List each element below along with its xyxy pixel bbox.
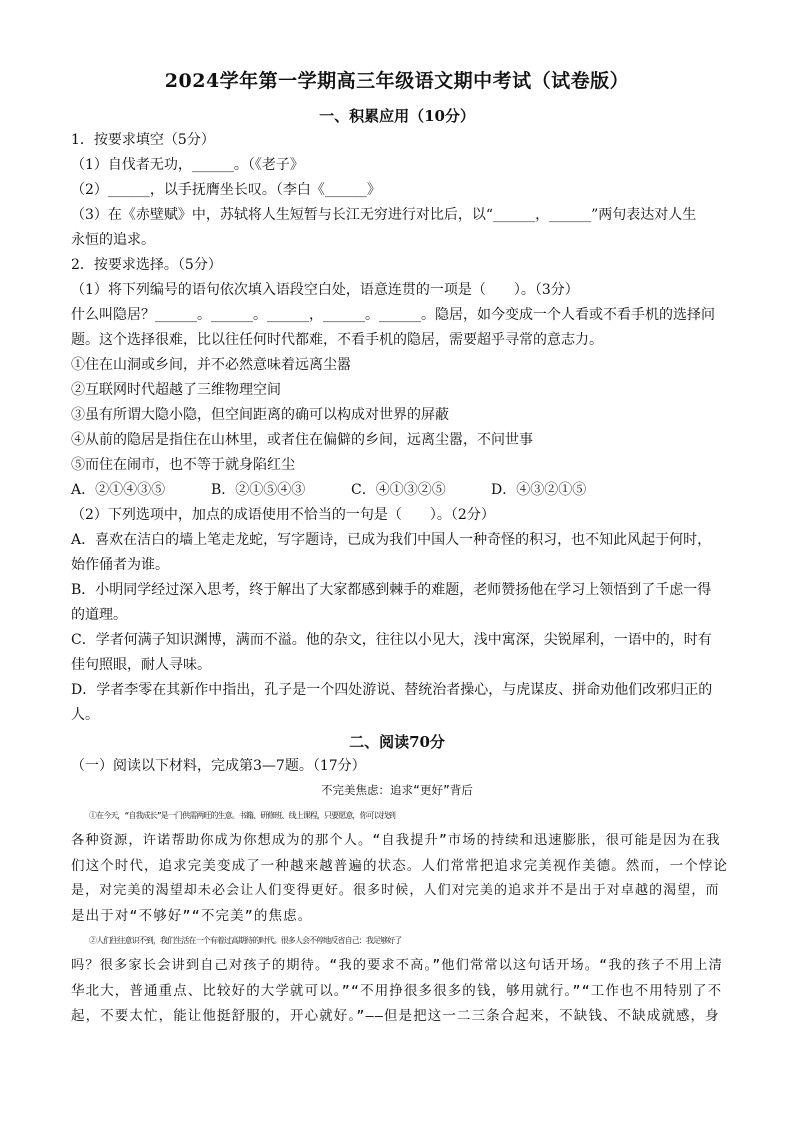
q2-choice-3: ③虽有所谓大隐小隐，但空间距离的确可以构成对世界的屏蔽 xyxy=(71,407,449,423)
q2-answer-d: D．学者李零在其新作中指出，孔子是一个四处游说、替统治者操心，与虎谋皮、拼命劝他们改邪归正的 xyxy=(71,682,713,698)
q2-choice-1: ①住在山洞或乡间，并不必然意味着远离尘嚣 xyxy=(71,357,351,373)
q2-choice-2: ②互联网时代超越了三维物理空间 xyxy=(71,382,281,398)
article-title: 不完美焦虑：追求“更好”背后 xyxy=(321,783,473,797)
option-b: B．②①⑤④③ xyxy=(211,482,306,498)
option-d: D．④③②①⑤ xyxy=(491,482,587,498)
article-para-2-line-1: ②人们往往意识不到，我们生活在一个有着过高期待的时代。很多人会不停地反省自己：我足够好了 xyxy=(89,936,402,945)
q1-item-1: （1）自伐者无功，______。（《老子》 xyxy=(71,157,304,173)
article-para-1-line-3: 们这个时代，追求完美变成了一种越来越普遍的状态。人们常常把追求完美视作美德。然而，一个悖论 xyxy=(71,858,728,874)
q2-passage-line-1: 什么叫隐居？______。______。______，______。______。隐居，如今变成一个人看或不看手机的选择问 xyxy=(71,307,715,323)
q2-choice-4: ④从前的隐居是指住在山林里，或者住在偏僻的乡间，远离尘嚣，不问世事 xyxy=(71,432,533,448)
article-para-1-line-4: 是，对完美的渴望却未必会让人们变得更好。很多时候，人们对完美的追求并不是出于对卓越的渴望，而 xyxy=(71,883,720,898)
q2-answer-b-cont: 的道理。 xyxy=(71,607,127,623)
option-c: C．④①③②⑤ xyxy=(351,482,446,498)
q2-choice-5: ⑤而住在闹市，也不等于就身陷红尘 xyxy=(71,457,295,473)
q2-sub1: （1）将下列编号的语句依次填入语段空白处，语意连贯的一项是（ ）。（3分） xyxy=(71,282,579,298)
q2-stem: 2．按要求选择。（5分） xyxy=(71,257,222,273)
article-para-2-line-4: 起，不要太忙，能让他挺舒服的，开心就好。”——但是把这一二三条合起来，不缺钱、不缺成就感，身 xyxy=(71,1008,720,1024)
article-para-2-line-3: 华北大，普通重点、比较好的大学就可以。”“不用挣很多很多的钱，够用就行。”“工作也不用特别了不 xyxy=(71,983,723,999)
article-para-1-line-5: 是出于对“不够好”“不完美”的焦虑。 xyxy=(71,908,313,924)
q1-stem: 1．按要求填空（5分） xyxy=(71,132,215,148)
q2-answer-b: B．小明同学经过深入思考，终于解出了大家都感到棘手的难题，老师赞扬他在学习上领悟到了千虑一得 xyxy=(71,582,712,598)
q2-sub2: （2）下列选项中，加点的成语使用不恰当的一句是（ ）。（2分） xyxy=(71,507,495,523)
option-a: A．②①④③⑤ xyxy=(71,482,166,498)
q2-answer-d-cont: 人。 xyxy=(71,707,99,723)
q2-answer-c: C．学者何满子知识渊博，满而不溢。他的杂文，往往以小见大，浅中寓深，尖锐犀利，一语中的，时有 xyxy=(71,632,712,648)
section-1-heading: 一、积累应用（10分） xyxy=(319,107,475,125)
q2-answer-a-cont: 始作俑者为谁。 xyxy=(71,557,169,573)
q2-answer-a: A．喜欢在洁白的墙上笔走龙蛇，写字题诗，已成为我们中国人一种奇怪的积习，也不知此风起于何时， xyxy=(71,532,712,548)
q2-answer-c-cont: 佳句照眼，耐人寻味。 xyxy=(71,657,211,673)
exam-title: 2024学年第一学期高三年级语文期中考试（试卷版） xyxy=(164,70,630,92)
q1-item-3-cont: 永恒的追求。 xyxy=(71,232,155,248)
q2-passage-line-2: 题。这个选择很难，比以往任何时代都难，不看手机的隐居，需要超乎寻常的意志力。 xyxy=(71,332,603,348)
article-para-1-line-2: 各种资源，许诺帮助你成为你想成为的那个人。“自我提升”市场的持续和迅速膨胀，很可能是因为在我 xyxy=(71,833,721,848)
q2-options xyxy=(71,480,723,500)
reading-intro: （一）阅读以下材料，完成第3—7题。（17分） xyxy=(71,758,366,774)
q1-item-2: （2）______，以手抚膺坐长叹。（李白《______》 xyxy=(71,182,381,198)
section-2-heading: 二、阅读70分 xyxy=(349,733,445,751)
article-para-1-line-1: ①在今天，“自我成长”是一门供需两旺的生意。书籍、研修班、线上课程，只要愿意，你可以找到 xyxy=(89,811,396,820)
q1-item-3: （3）在《赤壁赋》中，苏轼将人生短暂与长江无穷进行对比后，以“______，______”两句表达对人生 xyxy=(71,207,697,223)
article-para-2-line-2: 吗？很多家长会讲到自己对孩子的期待。“我的要求不高。”他们常常以这句话开场。“我的孩子不用上清 xyxy=(71,958,724,973)
